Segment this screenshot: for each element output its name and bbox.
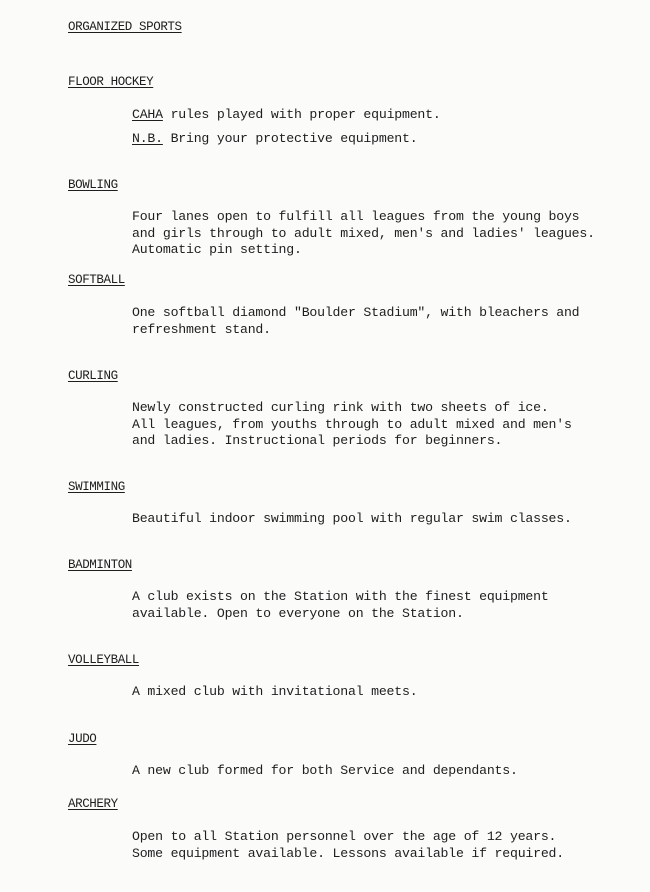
section-heading-softball: SOFTBALL <box>68 273 125 287</box>
page-title: ORGANIZED SPORTS <box>68 20 182 34</box>
text-line: Four lanes open to fulfill all leagues from the young boys <box>132 209 580 224</box>
section-body-bowling <box>132 209 595 259</box>
section-heading-badminton: BADMINTON <box>68 558 132 572</box>
section-heading-floor-hockey: FLOOR HOCKEY <box>68 75 154 89</box>
section-heading-archery: ARCHERY <box>68 797 118 811</box>
section-heading-swimming: SWIMMING <box>68 480 125 494</box>
text-line: Some equipment available. Lessons available if required. <box>132 845 564 861</box>
note-line <box>132 131 417 148</box>
text-line: One softball diamond "Boulder Stadium", with bleachers and <box>132 305 580 320</box>
section-body-volleyball <box>132 684 417 701</box>
text-line: A club exists on the Station with the finest equipment <box>132 589 549 604</box>
section-heading-curling: CURLING <box>68 369 118 383</box>
section-body-floor-hockey <box>132 107 441 124</box>
note-label: CAHA <box>132 107 163 122</box>
section-heading-volleyball: VOLLEYBALL <box>68 653 140 667</box>
text-line: refreshment stand. <box>132 321 271 337</box>
text-line: Automatic pin setting. <box>132 242 302 257</box>
section-body-softball <box>132 305 579 338</box>
text-line: and ladies. Instructional periods for beginners. <box>132 433 503 448</box>
text-line: and girls through to adult mixed, men's and ladies' leagues. <box>132 225 595 241</box>
note-label: N.B. <box>132 131 163 146</box>
section-body-archery <box>132 829 564 862</box>
text-line: A new club formed for both Service and dependants. <box>132 763 518 778</box>
section-body-floor-hockey-nb <box>132 131 417 148</box>
text-line: Newly constructed curling rink with two sheets of ice. <box>132 400 549 415</box>
section-body-judo <box>132 763 518 780</box>
section-heading-bowling: BOWLING <box>68 178 118 192</box>
text-line: available. Open to everyone on the Station. <box>132 605 464 621</box>
section-body-swimming <box>132 511 572 528</box>
text-line: Open to all Station personnel over the age of 12 years. <box>132 829 557 844</box>
section-body-badminton <box>132 589 549 622</box>
text-line: Beautiful indoor swimming pool with regular swim classes. <box>132 511 572 526</box>
text-line: All leagues, from youths through to adult mixed and men's <box>132 416 572 432</box>
note-text: Bring your protective equipment. <box>170 131 418 146</box>
text-line: A mixed club with invitational meets. <box>132 684 418 699</box>
section-body-curling <box>132 400 572 450</box>
note-text: rules played with proper equipment. <box>170 107 441 122</box>
section-heading-judo: JUDO <box>68 732 97 746</box>
note-line <box>132 107 441 124</box>
